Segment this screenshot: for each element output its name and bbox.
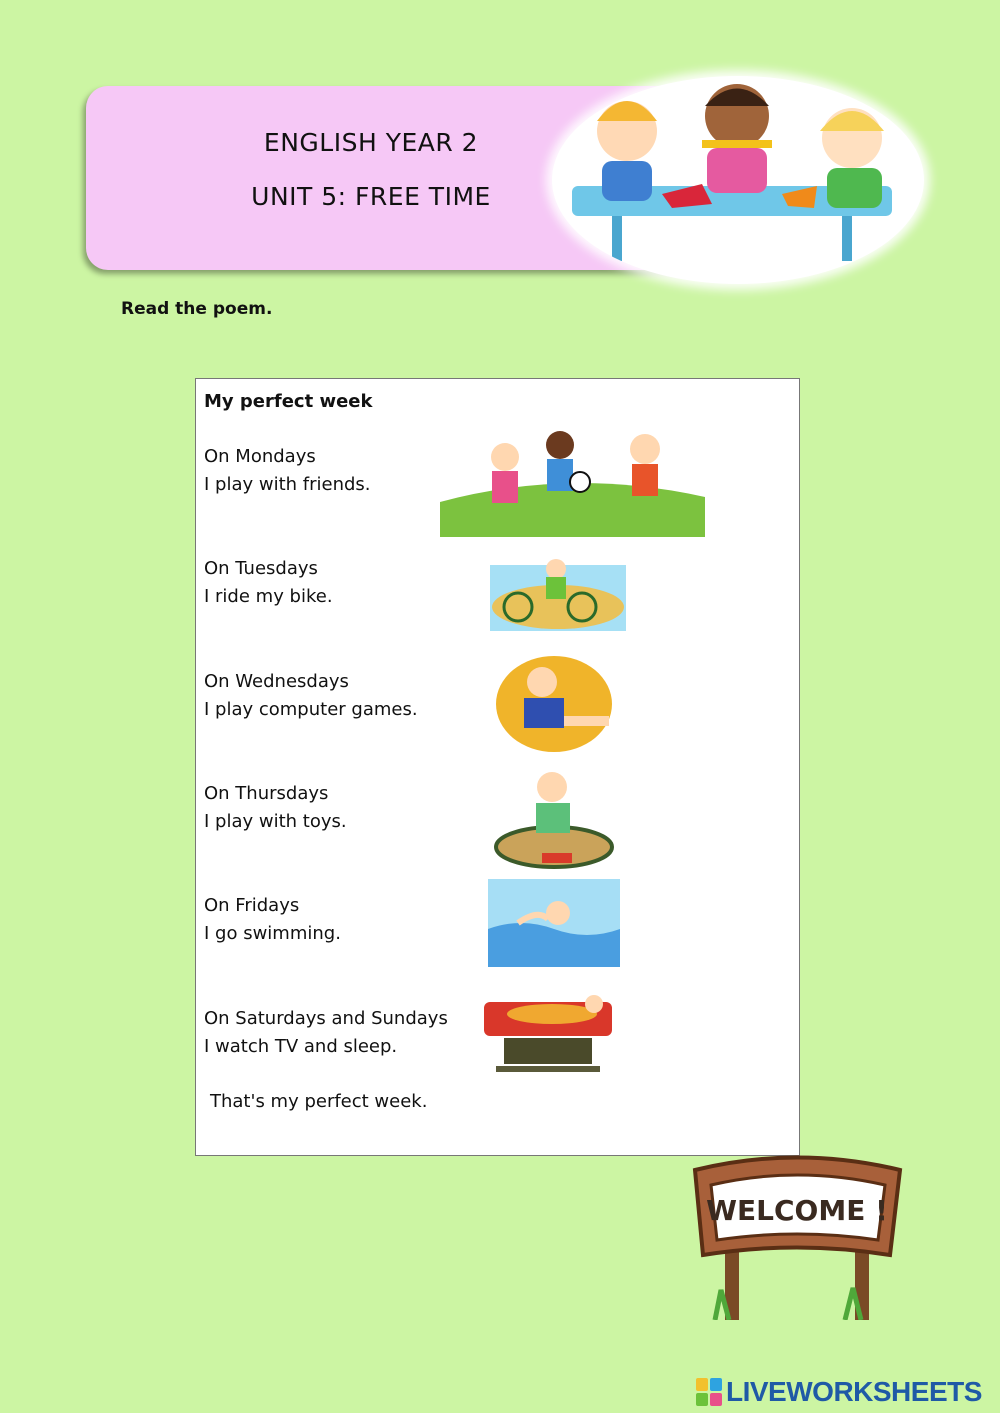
stanza-weekend (204, 1005, 448, 1061)
stanza-wednesday (204, 668, 418, 724)
boy-swimming (488, 879, 620, 967)
sign-text: WELCOME ! (706, 1194, 888, 1227)
liveworksheets-brand (696, 1375, 982, 1409)
stanza-activity: I play with toys. (204, 811, 347, 832)
stanza-friday (204, 892, 341, 948)
stanza-activity: I play with friends. (204, 474, 371, 495)
stanza-day: On Saturdays and Sundays (204, 1008, 448, 1029)
stanza-day: On Thursdays (204, 783, 329, 804)
liveworksheets-logo-icon (696, 1378, 722, 1406)
brand-text: LIVEWORKSHEETS (726, 1376, 982, 1407)
children-crafting-illustration (552, 76, 924, 284)
poem-box (195, 378, 800, 1156)
stanza-monday (204, 443, 371, 499)
stanza-day: On Fridays (204, 895, 300, 916)
welcome-sign (685, 1140, 910, 1320)
boy-riding-bike (490, 555, 626, 631)
unit-title: UNIT 5: FREE TIME (251, 182, 491, 211)
poem-closing: That's my perfect week. (210, 1091, 428, 1112)
boy-playing-games (494, 654, 612, 754)
stanza-tuesday (204, 555, 333, 611)
stanza-day: On Wednesdays (204, 671, 349, 692)
stanza-activity: I watch TV and sleep. (204, 1036, 398, 1057)
boy-with-toy-train (492, 767, 616, 871)
stanza-day: On Tuesdays (204, 558, 318, 579)
stanza-activity: I ride my bike. (204, 586, 333, 607)
stanza-day: On Mondays (204, 446, 316, 467)
stanza-thursday (204, 780, 347, 836)
instruction-text: Read the poem. (121, 299, 273, 319)
kids-playing-football (440, 427, 710, 539)
poem-title: My perfect week (204, 391, 373, 412)
course-title: ENGLISH YEAR 2 (263, 128, 479, 157)
boy-sleeping-sofa (482, 984, 614, 1076)
stanza-activity: I play computer games. (204, 699, 418, 720)
stanza-activity: I go swimming. (204, 923, 341, 944)
